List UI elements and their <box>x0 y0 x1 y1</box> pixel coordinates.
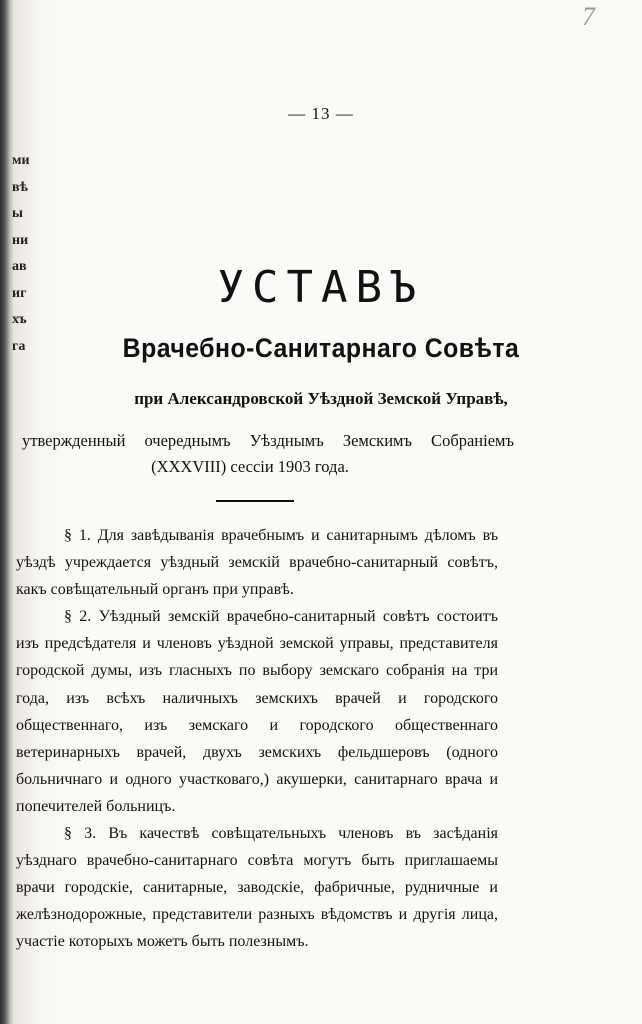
document-subtitle: Врачебно-Санитарнаго Совѣта <box>122 333 520 363</box>
margin-fragment: вѣ <box>12 179 28 195</box>
document-subtitle-2: при Александровской Уѣздной Земской Управѣ, <box>134 389 508 408</box>
paragraph-3: § 3. Въ качествѣ совѣщательныхъ членовъ въ засѣданія уѣзднаго врачебно-санитарнаго совѣта могутъ быть приглашаемы врачи городскіе, санитарные, заводскіе, фабричные, рудничные и желѣзнодорожные, представители разныхъ вѣдомствъ и другія лица, участіе которыхъ можетъ быть полезнымъ. <box>16 825 498 951</box>
margin-fragment: ав <box>12 259 27 274</box>
paragraph-2: § 2. Уѣздный земскій врачебно-санитарный совѣтъ состоитъ изъ предсѣдателя и членовъ уѣздной земской управы, представителя городской думы, изъ гласныхъ по выбору земскаго собранія на три года, изъ всѣхъ наличныхъ земскихъ врачей и городского общественнаго, изъ земскаго и городского общественнаго ветеринарныхъ врачей, двухъ земскихъ фельдшеровъ (одного больничнаго и одного участковаго,) акушерки, санитарнаго врача и попечителей больницъ. <box>16 608 498 815</box>
margin-fragment: га <box>12 338 26 354</box>
corner-handwritten-mark: 7 <box>582 2 595 31</box>
margin-fragment: иг <box>12 285 27 301</box>
margin-fragment: ми <box>12 153 30 168</box>
session-line: (XXXVIII) сессіи 1903 года. <box>151 457 349 476</box>
document-body <box>16 522 498 956</box>
margin-bleed-fragments <box>12 148 36 360</box>
divider-rule <box>216 500 294 502</box>
paragraph-1: § 1. Для завѣдыванія врачебнымъ и санитарнымъ дѣломъ въ уѣздѣ учреждается уѣздный земскій врачебно-санитарный совѣтъ, какъ совѣщательный органъ при управѣ. <box>16 527 498 599</box>
document-title: УСТАВЪ <box>217 262 425 313</box>
page-number: — 13 — <box>288 104 354 123</box>
approval-line: утвержденный очереднымъ Уѣзднымъ Земскимъ Собраніемъ <box>22 431 514 450</box>
margin-fragment: хъ <box>12 312 27 327</box>
margin-fragment: ы <box>12 206 23 221</box>
margin-fragment: ни <box>12 232 29 248</box>
